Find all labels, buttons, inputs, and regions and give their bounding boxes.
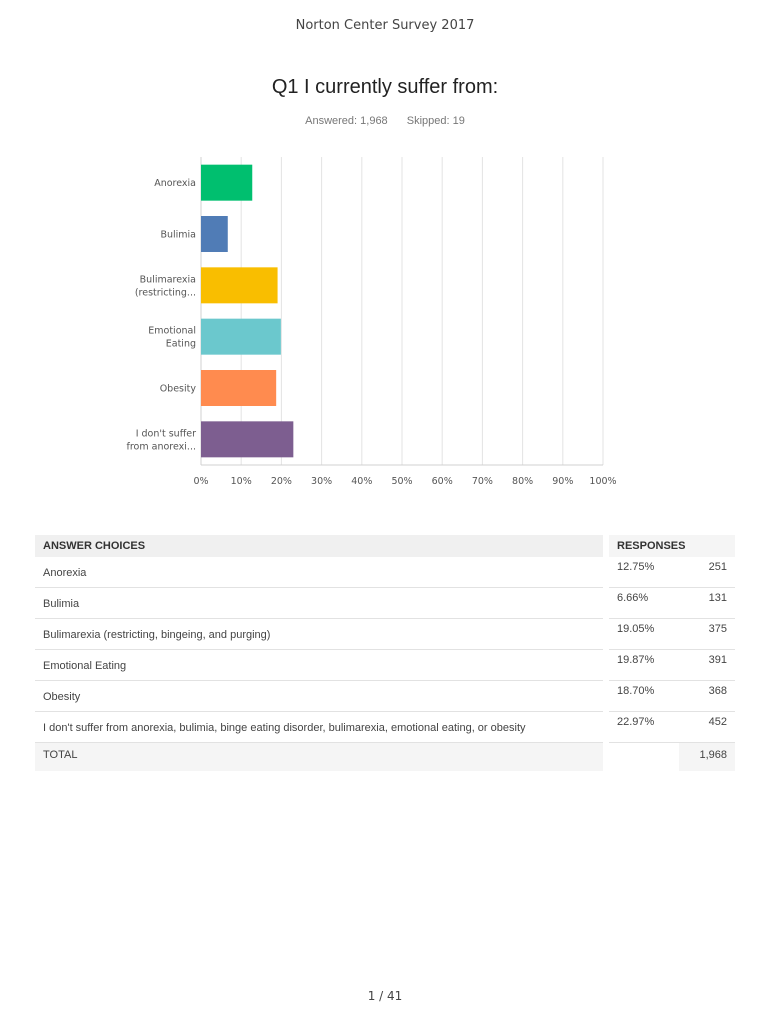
category-label: I don't suffer: [135, 428, 196, 440]
x-tick-label: 0%: [193, 476, 209, 487]
bar-chart: [0, 140, 770, 500]
response-count: 452: [679, 712, 735, 743]
total-label: TOTAL: [35, 743, 606, 772]
x-tick-label: 80%: [512, 476, 534, 487]
bar: [201, 165, 252, 201]
bar: [201, 319, 281, 355]
table-header-row: [35, 535, 735, 557]
response-count: 375: [679, 619, 735, 650]
table-row: [35, 650, 735, 681]
page-number: 1 / 41: [367, 989, 403, 1003]
response-count: 368: [679, 681, 735, 712]
answer-choice: Anorexia: [35, 557, 606, 588]
total-row: [35, 743, 735, 772]
category-label: Emotional: [148, 325, 196, 337]
category-label: Bulimia: [160, 229, 196, 241]
table-row: [35, 681, 735, 712]
x-tick-label: 10%: [230, 476, 252, 487]
response-stats: [0, 115, 770, 127]
response-percent: 18.70%: [606, 681, 679, 712]
response-percent: 22.97%: [606, 712, 679, 743]
response-percent: 12.75%: [606, 557, 679, 588]
category-label: Anorexia: [154, 178, 196, 190]
answer-choice: Obesity: [35, 681, 606, 712]
answered-count: Answered: 1,968: [305, 115, 388, 127]
x-tick-label: 60%: [431, 476, 453, 487]
response-count: 251: [679, 557, 735, 588]
question-title: Q1 I currently suffer from:: [271, 76, 499, 98]
response-percent: 19.87%: [606, 650, 679, 681]
total-spacer: [606, 743, 679, 772]
category-label: Bulimarexia: [139, 274, 196, 286]
category-label: (restricting...: [134, 287, 196, 299]
bar: [201, 370, 276, 406]
response-count: 131: [679, 588, 735, 619]
response-percent: 19.05%: [606, 619, 679, 650]
table-row: [35, 712, 735, 743]
page-header: Norton Center Survey 2017: [295, 18, 475, 33]
category-label: Obesity: [159, 383, 196, 395]
category-label: Eating: [165, 338, 196, 350]
bar: [201, 216, 228, 252]
table-row: [35, 588, 735, 619]
response-count: 391: [679, 650, 735, 681]
x-tick-label: 70%: [471, 476, 493, 487]
table-row: [35, 619, 735, 650]
answer-choice: Emotional Eating: [35, 650, 606, 681]
bar: [201, 267, 278, 303]
answer-choice: I don't suffer from anorexia, bulimia, binge eating disorder, bulimarexia, emotional eating, or obesity: [35, 712, 606, 743]
x-tick-label: 40%: [351, 476, 373, 487]
x-tick-label: 90%: [552, 476, 574, 487]
x-tick-label: 20%: [270, 476, 292, 487]
responses-header: RESPONSES: [606, 535, 735, 557]
x-tick-label: 100%: [589, 476, 617, 487]
category-label: from anorexi...: [126, 441, 196, 453]
answer-choice: Bulimarexia (restricting, bingeing, and purging): [35, 619, 606, 650]
answer-choice: Bulimia: [35, 588, 606, 619]
answer-choices-header: ANSWER CHOICES: [35, 535, 606, 557]
x-tick-label: 50%: [391, 476, 413, 487]
response-percent: 6.66%: [606, 588, 679, 619]
table-body: [35, 557, 735, 771]
total-count: 1,968: [679, 743, 735, 772]
responses-table: [35, 535, 735, 771]
bar: [201, 421, 293, 457]
x-tick-label: 30%: [311, 476, 333, 487]
table-row: [35, 557, 735, 588]
skipped-count: Skipped: 19: [406, 115, 465, 127]
